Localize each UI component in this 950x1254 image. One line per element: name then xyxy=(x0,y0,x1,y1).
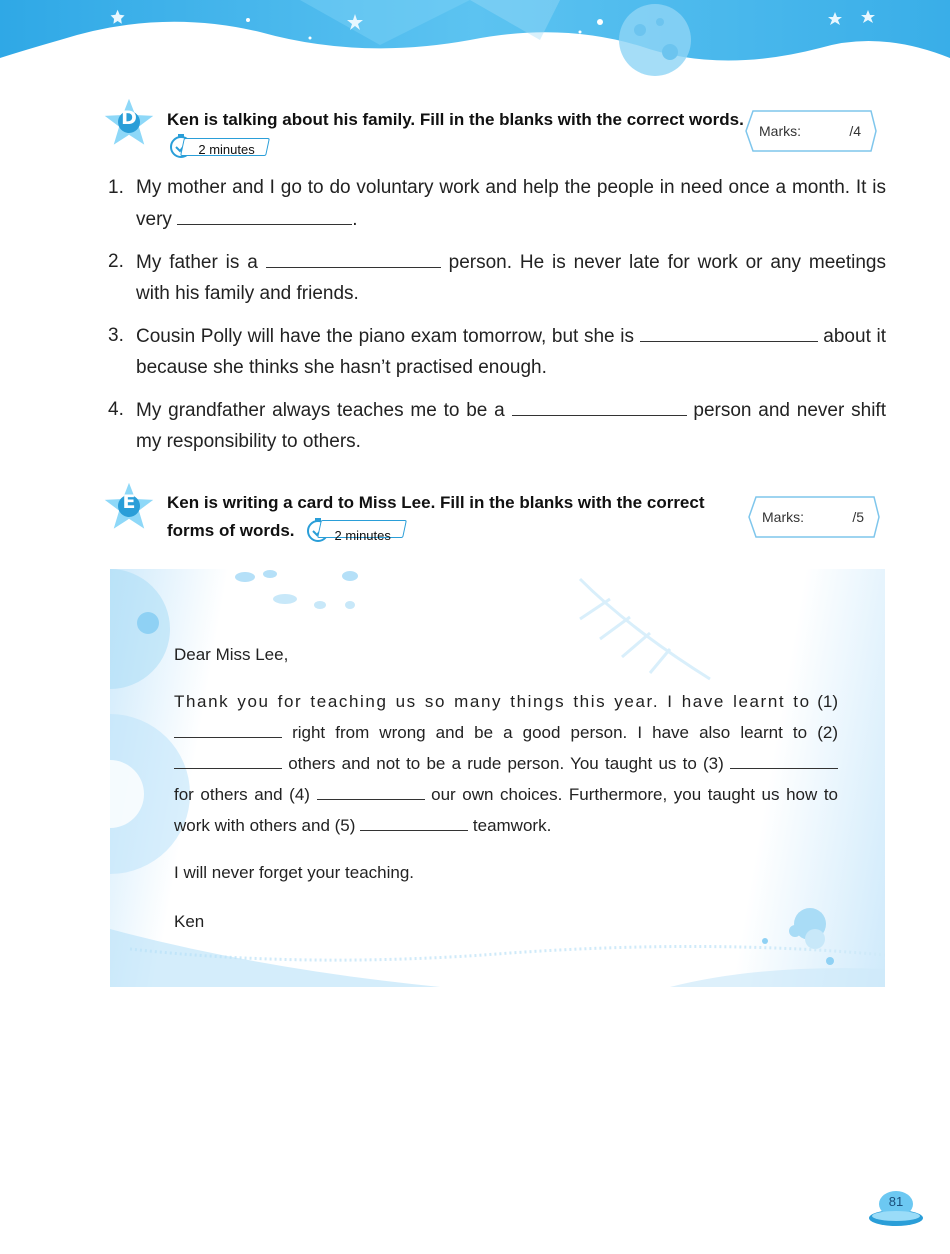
letter-text: teamwork. xyxy=(472,816,552,835)
timer-label: 2 minutes xyxy=(198,142,255,157)
letter-blank[interactable] xyxy=(360,813,468,831)
letter-signature: Ken xyxy=(174,912,205,931)
marks-total: /4 xyxy=(849,123,861,139)
section-e-instruction xyxy=(167,489,737,544)
letter-text: for others and xyxy=(174,785,283,804)
question-text-after: person. He is never late for work or any meetings with his family and friends. xyxy=(136,252,887,304)
page-number: 81 xyxy=(888,1194,904,1209)
letter-text: Thank you for teaching us so many things this year. I have learnt to xyxy=(174,692,811,711)
letter-greeting: Dear Miss Lee, xyxy=(174,645,289,664)
answer-blank[interactable] xyxy=(640,320,818,342)
instruction-line-1: Ken is writing a card to Miss Lee. Fill in the blanks with the correct xyxy=(167,493,705,512)
section-d-timer xyxy=(168,136,278,156)
letter-blank[interactable] xyxy=(730,751,838,769)
question-2 xyxy=(108,246,886,309)
marks-label: Marks: xyxy=(762,509,804,525)
letter-text: others and not to be a rude person. You taught us to xyxy=(288,754,697,773)
top-banner xyxy=(0,0,950,80)
question-3 xyxy=(108,320,886,383)
question-number: 1. xyxy=(108,177,124,198)
instruction-line-2-row xyxy=(167,516,737,544)
letter-blank[interactable] xyxy=(174,751,282,769)
section-letter: E xyxy=(122,491,136,513)
blank-number: (2) xyxy=(817,723,838,742)
question-number: 2. xyxy=(108,251,124,272)
section-e-marks-box xyxy=(748,496,880,538)
section-e-badge xyxy=(100,478,158,536)
answer-blank[interactable] xyxy=(512,394,687,416)
marks-total: /5 xyxy=(852,509,864,525)
question-4 xyxy=(108,394,886,457)
blank-number: (1) xyxy=(817,692,838,711)
question-text: Cousin Polly will have the piano exam tomorrow, but she is xyxy=(136,326,634,347)
blank-number: (4) xyxy=(289,785,310,804)
letter-blank[interactable] xyxy=(174,720,282,738)
timer-label-box xyxy=(317,520,407,543)
section-letter: D xyxy=(121,107,137,129)
blank-number: (3) xyxy=(703,754,724,773)
instruction-line-2: forms of words. xyxy=(167,521,295,540)
timer-label-box xyxy=(180,138,270,156)
question-text-after: . xyxy=(352,209,358,230)
banner-graphic xyxy=(0,0,950,80)
letter-card xyxy=(110,569,885,987)
letter-text: right from wrong and be a good person. I have also learnt to xyxy=(292,723,808,742)
question-text-after: person and never shift my responsibility to others. xyxy=(136,400,886,452)
letter-body xyxy=(174,686,838,841)
question-number: 3. xyxy=(108,325,124,346)
section-d-marks-box xyxy=(745,110,877,152)
question-1 xyxy=(108,172,886,235)
question-text: My grandfather always teaches me to be a xyxy=(136,400,505,421)
question-text-after: about it because she thinks she hasn’t practised enough. xyxy=(136,326,886,378)
letter-text: our own choices. Furthermore, you taught us how to work with others and xyxy=(174,785,838,835)
question-text: My father is a xyxy=(136,252,258,273)
timer-label: 2 minutes xyxy=(334,528,392,543)
letter-content xyxy=(174,639,838,937)
section-d-badge xyxy=(100,94,158,152)
section-d-instruction: Ken is talking about his family. Fill in the blanks with the correct words. xyxy=(167,110,744,129)
question-text: My mother and I go to do voluntary work and help the people in need once a month. It is very xyxy=(136,177,886,230)
page-number-badge xyxy=(868,1190,924,1230)
question-number: 4. xyxy=(108,399,124,420)
section-d-questions xyxy=(108,172,886,468)
section-e-timer xyxy=(305,520,415,543)
answer-blank[interactable] xyxy=(266,246,441,268)
letter-closing: I will never forget your teaching. xyxy=(174,863,415,882)
answer-blank[interactable] xyxy=(177,203,352,225)
marks-label: Marks: xyxy=(759,123,801,139)
letter-blank[interactable] xyxy=(317,782,425,800)
blank-number: (5) xyxy=(334,816,356,835)
